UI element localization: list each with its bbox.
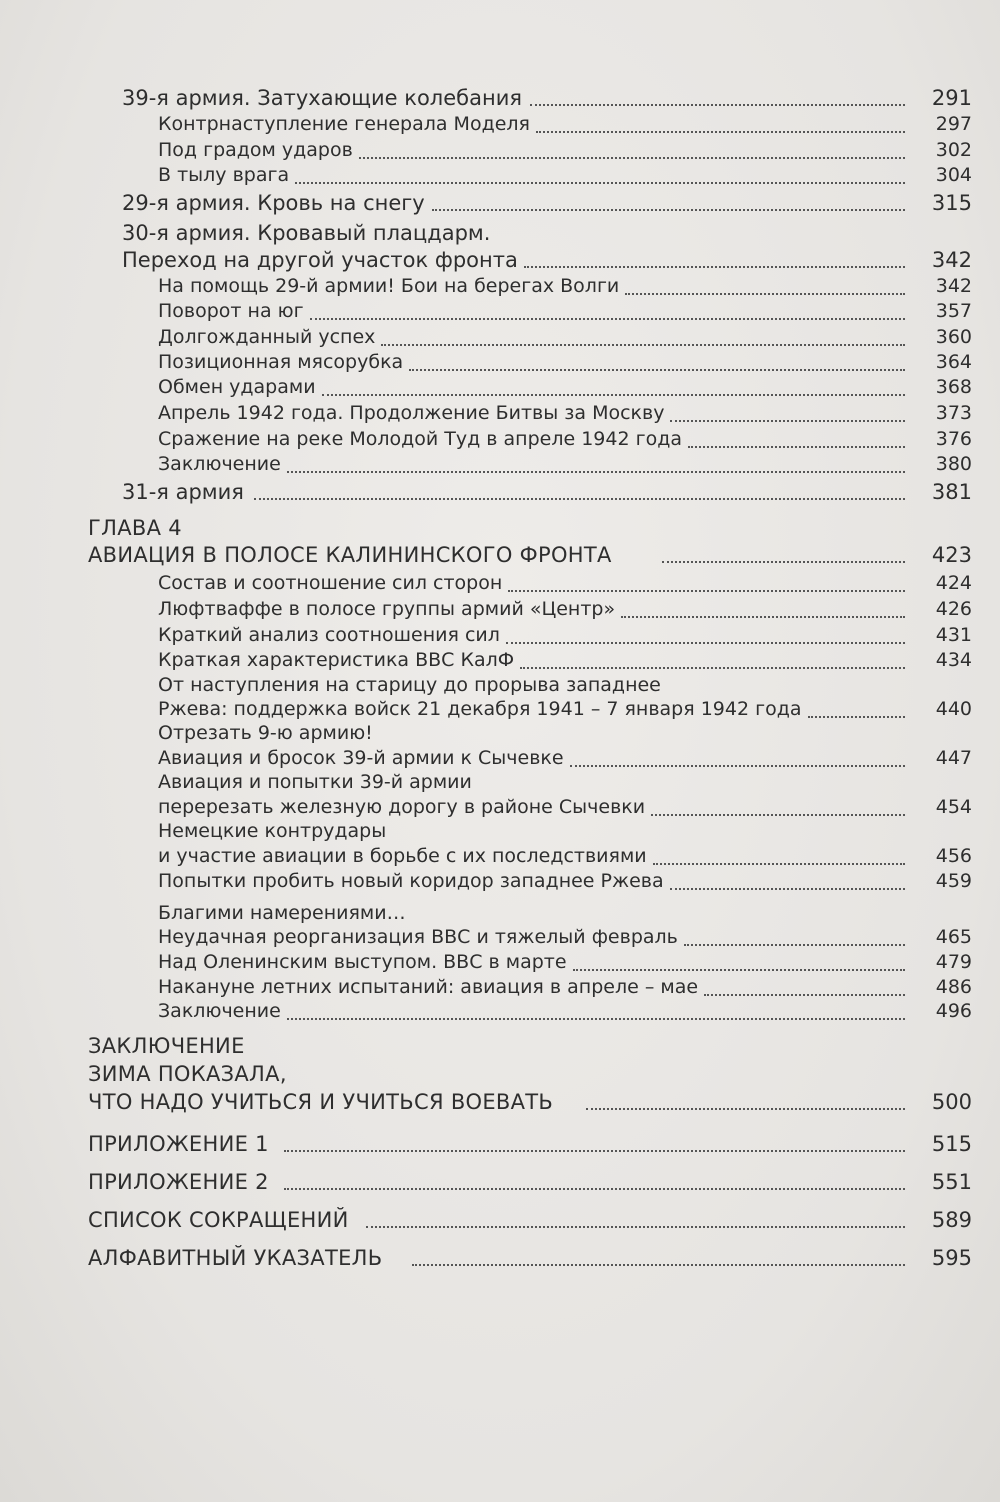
dot-leader — [506, 624, 905, 644]
toc-entry-label: Ржева: поддержка войск 21 декабря 1941 – 7 января 1942 года — [158, 698, 802, 720]
toc-entry-label: Апрель 1942 года. Продолжение Битвы за Москву — [158, 402, 665, 424]
toc-entry-label: Люфтваффе в полосе группы армий «Центр» — [158, 598, 616, 620]
toc-entry-label: Благими намерениями… — [158, 902, 406, 924]
toc-entry-label: Поворот на юг — [158, 300, 304, 322]
toc-entry-label: Контрнаступление генерала Моделя — [158, 113, 530, 135]
toc-entry-label: В тылу врага — [158, 164, 290, 186]
toc-entry-label: Над Оленинским выступом. ВВС в марте — [158, 951, 567, 973]
toc-entry-label: Заключение — [158, 453, 281, 475]
toc-entry-label: 29-я армия. Кровь на снегу — [122, 191, 425, 215]
toc-entry — [0, 248, 1000, 278]
dot-leader — [287, 1000, 905, 1020]
toc-entry — [0, 1208, 1000, 1238]
dot-leader — [381, 326, 905, 346]
toc-entry-page: 376 — [935, 428, 972, 450]
dot-leader — [684, 926, 905, 946]
dot-leader — [808, 698, 905, 718]
dot-leader — [359, 139, 905, 159]
toc-entry-page: 486 — [935, 976, 972, 998]
toc-entry-page: 426 — [935, 598, 972, 620]
toc-entry-page: 496 — [935, 1000, 972, 1022]
dot-leader — [662, 543, 905, 563]
toc-entry-label: СПИСОК СОКРАЩЕНИЙ — [88, 1208, 349, 1232]
toc-entry-label: перерезать железную дорогу в районе Сычевки — [158, 796, 646, 818]
dot-leader — [704, 976, 905, 996]
dot-leader — [688, 428, 905, 448]
dot-leader — [536, 113, 905, 133]
dot-leader — [409, 351, 905, 371]
toc-entry — [0, 1170, 1000, 1200]
toc-entry — [0, 1062, 1000, 1092]
toc-entry — [0, 543, 1000, 573]
toc-entry-page: 380 — [935, 453, 972, 475]
toc-entry-label: и участие авиации в борьбе с их последствиями — [158, 845, 647, 867]
toc-entry-label: Краткая характеристика ВВС КалФ — [158, 649, 515, 671]
dot-leader — [670, 870, 905, 890]
toc-entry-page: 459 — [935, 870, 972, 892]
dot-leader — [284, 1132, 905, 1152]
toc-entry-page: 342 — [935, 275, 972, 297]
chapter-heading — [0, 516, 1000, 546]
toc-entry-label: Накануне летних испытаний: авиация в апреле – мае — [158, 976, 699, 998]
toc-entry-page: 423 — [931, 543, 972, 567]
toc-entry-label: ПРИЛОЖЕНИЕ 2 — [88, 1170, 269, 1194]
dot-leader — [586, 1090, 905, 1110]
section-heading — [0, 1034, 1000, 1064]
dot-leader — [530, 86, 905, 106]
dot-leader — [432, 191, 905, 211]
toc-entry-label: Неудачная реорганизация ВВС и тяжелый февраль — [158, 926, 678, 948]
toc-entry-label: Сражение на реке Молодой Туд в апреле 1942 года — [158, 428, 683, 450]
toc-entry-label: Отрезать 9-ю армию! — [158, 722, 373, 744]
toc-entry — [0, 1000, 1000, 1030]
toc-entry-page: 434 — [935, 649, 972, 671]
toc-entry-label: 30-я армия. Кровавый плацдарм. — [122, 221, 491, 245]
toc-entry-page: 291 — [931, 86, 972, 110]
toc-entry-page: 479 — [935, 951, 972, 973]
toc-entry-label: Под градом ударов — [158, 139, 353, 161]
dot-leader — [651, 796, 905, 816]
toc-entry-page: 368 — [935, 376, 972, 398]
toc-entry-page: 381 — [931, 480, 972, 504]
toc-entry-page: 424 — [935, 572, 972, 594]
toc-entry-page: 465 — [935, 926, 972, 948]
toc-entry-label: 31-я армия — [122, 480, 244, 504]
dot-leader — [366, 1208, 905, 1228]
toc-entry-label: Заключение — [158, 1000, 281, 1022]
toc-entry-label: ЗИМА ПОКАЗАЛА, — [88, 1062, 287, 1086]
toc-entry-page: 551 — [931, 1170, 972, 1194]
toc-entry-page: 304 — [935, 164, 972, 186]
toc-entry-page: 589 — [931, 1208, 972, 1232]
toc-entry — [0, 453, 1000, 483]
dot-leader — [621, 598, 905, 618]
toc-entry-label: Попытки пробить новый коридор западнее Ржева — [158, 870, 664, 892]
toc-entry — [0, 870, 1000, 900]
toc-entry-page: 500 — [931, 1090, 972, 1114]
toc-entry-page: 431 — [935, 624, 972, 646]
dot-leader — [295, 164, 905, 184]
dot-leader — [254, 480, 905, 500]
toc-entry-page: 454 — [935, 796, 972, 818]
toc-entry-page: 297 — [935, 113, 972, 135]
toc-entry-label: АЛФАВИТНЫЙ УКАЗАТЕЛЬ — [88, 1246, 383, 1270]
dot-leader — [524, 248, 905, 268]
dot-leader — [322, 376, 905, 396]
toc-entry — [0, 191, 1000, 221]
toc-entry-label: ПРИЛОЖЕНИЕ 1 — [88, 1132, 269, 1156]
toc-entry-label: 39-я армия. Затухающие колебания — [122, 86, 522, 110]
dot-leader — [508, 572, 905, 592]
toc-entry — [0, 86, 1000, 116]
toc-entry — [0, 1132, 1000, 1162]
chapter-number: ГЛАВА 4 — [88, 516, 182, 540]
toc-entry — [0, 1246, 1000, 1276]
dot-leader — [520, 649, 905, 669]
toc-entry-label: ЗАКЛЮЧЕНИЕ — [88, 1034, 245, 1058]
toc-entry-page: 357 — [935, 300, 972, 322]
toc-entry — [0, 1090, 1000, 1120]
toc-entry — [0, 164, 1000, 194]
toc-entry-label: Состав и соотношение сил сторон — [158, 572, 503, 594]
dot-leader — [670, 402, 905, 422]
toc-entry-page: 456 — [935, 845, 972, 867]
toc-entry-page: 342 — [931, 248, 972, 272]
dot-leader — [625, 275, 905, 295]
dot-leader — [412, 1246, 905, 1266]
toc-entry-label: Долгожданный успех — [158, 326, 376, 348]
toc-entry-label: Обмен ударами — [158, 376, 316, 398]
dot-leader — [287, 453, 905, 473]
toc-entry-page: 440 — [935, 698, 972, 720]
toc-entry — [0, 480, 1000, 510]
dot-leader — [310, 300, 905, 320]
toc-entry-label: АВИАЦИЯ В ПОЛОСЕ КАЛИНИНСКОГО ФРОНТА — [88, 543, 612, 567]
dot-leader — [284, 1170, 905, 1190]
toc-entry-label: Авиация и попытки 39-й армии — [158, 771, 472, 793]
toc-entry-page: 373 — [935, 402, 972, 424]
toc-entry — [0, 221, 1000, 251]
toc-entry-label: От наступления на старицу до прорыва западнее — [158, 674, 661, 696]
toc-entry-page: 447 — [935, 747, 972, 769]
dot-leader — [573, 951, 905, 971]
toc-entry-page: 364 — [935, 351, 972, 373]
toc-entry-label: Авиация и бросок 39-й армии к Сычевке — [158, 747, 564, 769]
toc-entry-page: 360 — [935, 326, 972, 348]
toc-entry-page: 595 — [931, 1246, 972, 1270]
toc-entry-label: Немецкие контрудары — [158, 820, 387, 842]
toc-entry-page: 515 — [931, 1132, 972, 1156]
toc-entry-label: Переход на другой участок фронта — [122, 248, 518, 272]
toc-entry-page: 315 — [931, 191, 972, 215]
dot-leader — [570, 747, 905, 767]
toc-entry-label: Краткий анализ соотношения сил — [158, 624, 500, 646]
dot-leader — [653, 845, 905, 865]
toc-entry-label: ЧТО НАДО УЧИТЬСЯ И УЧИТЬСЯ ВОЕВАТЬ — [88, 1090, 554, 1114]
toc-entry-label: Позиционная мясорубка — [158, 351, 404, 373]
toc-entry-page: 302 — [935, 139, 972, 161]
toc-entry-label: На помощь 29-й армии! Бои на берегах Волги — [158, 275, 620, 297]
